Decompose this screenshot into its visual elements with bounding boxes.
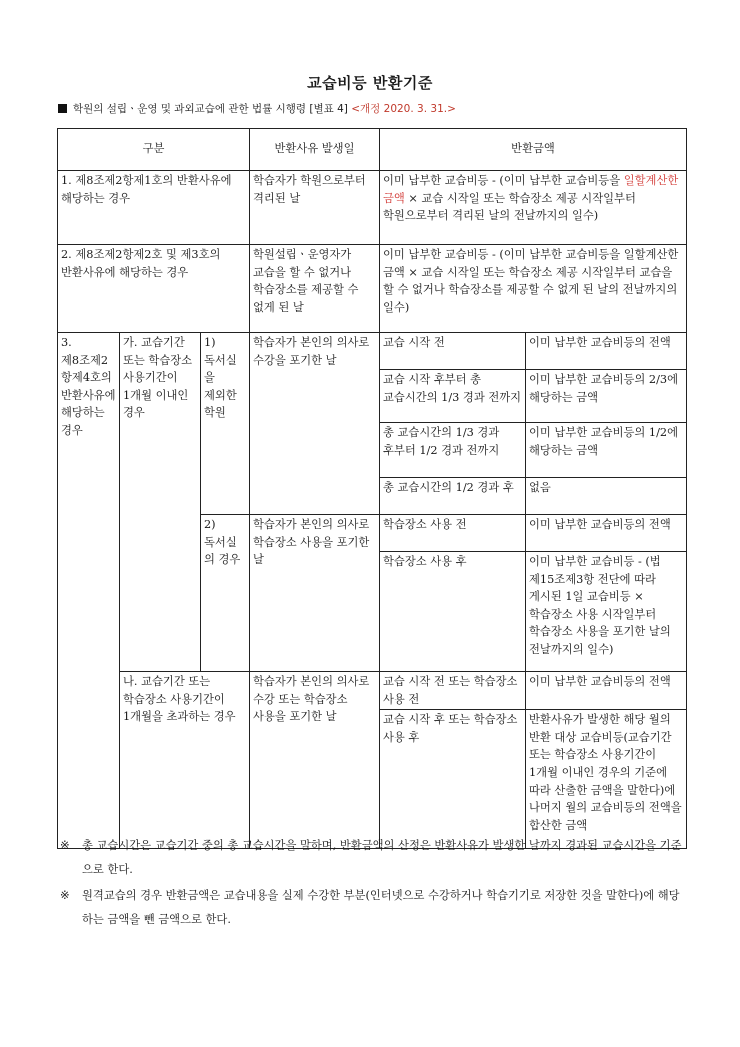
case-amount: 이미 납부한 교습비등의 2/3에 해당하는 금액 (526, 370, 687, 423)
row1-date: 학습자가 학원으로부터 격리된 날 (250, 171, 380, 245)
case-amount: 이미 납부한 교습비등의 전액 (526, 672, 687, 710)
row2-category: 2. 제8조제2항제2호 및 제3호의 반환사유에 해당하는 경우 (58, 245, 250, 333)
row2-amount: 이미 납부한 교습비등 - (이미 납부한 교습비등을 일할계산한 금액 × 교습 시작일 또는 학습장소 제공 시작일부터 교습을 할 수 없거나 학습장소를 제공할 수 없게 된 날의 전날까지의 일수) (380, 245, 687, 333)
header-amount: 반환금액 (380, 129, 687, 171)
table-row (58, 245, 687, 333)
case-when: 교습 시작 전 또는 학습장소 사용 전 (380, 672, 526, 710)
reference-mark: ※ (60, 839, 70, 852)
footnote-text: 원격교습의 경우 반환금액은 교습내용을 실제 수강한 부분(인터넷으로 수강하거나 학습기기로 저장한 것을 말한다)에 해당하는 금액을 뺀 금액으로 한다. (82, 889, 680, 926)
row3-na-label: 나. 교습기간 또는 학습장소 사용기간이 1개월을 초과하는 경우 (120, 672, 250, 849)
reference-mark: ※ (60, 889, 70, 902)
case-when: 교습 시작 전 (380, 333, 526, 370)
header-date: 반환사유 발생일 (250, 129, 380, 171)
document-subtitle (58, 101, 456, 116)
case-amount: 없음 (526, 478, 687, 515)
row3-ga-sub2-label: 2) 독서실의 경우 (201, 515, 250, 672)
row3-category: 3. 제8조제2항제4호의 반환사유에 해당하는 경우 (58, 333, 120, 849)
table-header-row (58, 129, 687, 171)
subtitle-text: 학원의 설립ㆍ운영 및 과외교습에 관한 법률 시행령 [별표 4] (73, 103, 348, 115)
row1-category: 1. 제8조제2항제1호의 반환사유에 해당하는 경우 (58, 171, 250, 245)
case-amount: 이미 납부한 교습비등의 전액 (526, 515, 687, 552)
table-row (58, 171, 687, 245)
document-title: 교습비등 반환기준 (307, 74, 433, 92)
case-when: 학습장소 사용 전 (380, 515, 526, 552)
footnote-1 (60, 834, 690, 882)
revision-date: <개정 2020. 3. 31.> (351, 103, 456, 115)
case-amount: 반환사유가 발생한 해당 월의 반환 대상 교습비등(교습기간 또는 학습장소 사용기간이 1개월 이내인 경우의 기준에 따라 산출한 금액을 말한다)에 나머지 월의 교습비등의 전액을 합산한 금액 (526, 710, 687, 849)
case-when: 교습 시작 후 또는 학습장소 사용 후 (380, 710, 526, 849)
row3-ga-sub1-date: 학습자가 본인의 의사로 수강을 포기한 날 (250, 333, 380, 515)
row3-ga-sub2-date: 학습자가 본인의 의사로 학습장소 사용을 포기한 날 (250, 515, 380, 672)
row2-date: 학원설립ㆍ운영자가 교습을 할 수 없거나 학습장소를 제공할 수 없게 된 날 (250, 245, 380, 333)
footnote-text: 총 교습시간은 교습기간 중의 총 교습시간을 말하며, 반환금액의 산정은 반환사유가 발생한 날까지 경과된 교습시간을 기준으로 한다. (82, 839, 682, 876)
row3-na-date: 학습자가 본인의 의사로 수강 또는 학습장소 사용을 포기한 날 (250, 672, 380, 849)
table-row (58, 333, 687, 370)
row3-ga-label: 가. 교습기간 또는 학습장소 사용기간이 1개월 이내인 경우 (120, 333, 201, 672)
case-amount: 이미 납부한 교습비등의 전액 (526, 333, 687, 370)
case-when: 총 교습시간의 1/3 경과 후부터 1/2 경과 전까지 (380, 423, 526, 478)
black-square-icon (58, 104, 67, 113)
footnote-2 (60, 884, 690, 932)
refund-table (57, 128, 687, 849)
case-when: 교습 시작 후부터 총 교습시간의 1/3 경과 전까지 (380, 370, 526, 423)
row1-amount (380, 171, 687, 245)
row1-amount-post: × 교습 시작일 또는 학습장소 제공 시작일부터 학원으로부터 격리된 날의 전날까지의 일수) (383, 191, 636, 223)
row3-ga-sub1-label: 1) 독서실을 제외한 학원 (201, 333, 250, 515)
case-when: 총 교습시간의 1/2 경과 후 (380, 478, 526, 515)
case-amount: 이미 납부한 교습비등 - (법 제15조제3항 전단에 따라 게시된 1일 교습비등 × 학습장소 사용 시작일부터 학습장소 사용을 포기한 날의 전날까지의 일수) (526, 552, 687, 672)
table-row (58, 672, 687, 710)
row1-amount-pre: 이미 납부한 교습비등 - (이미 납부한 교습비등을 (383, 174, 624, 187)
case-amount: 이미 납부한 교습비등의 1/2에 해당하는 금액 (526, 423, 687, 478)
row1-amount-highlight: 일할계산한 금액 (383, 174, 679, 205)
case-when: 학습장소 사용 후 (380, 552, 526, 672)
header-category: 구분 (58, 129, 250, 171)
